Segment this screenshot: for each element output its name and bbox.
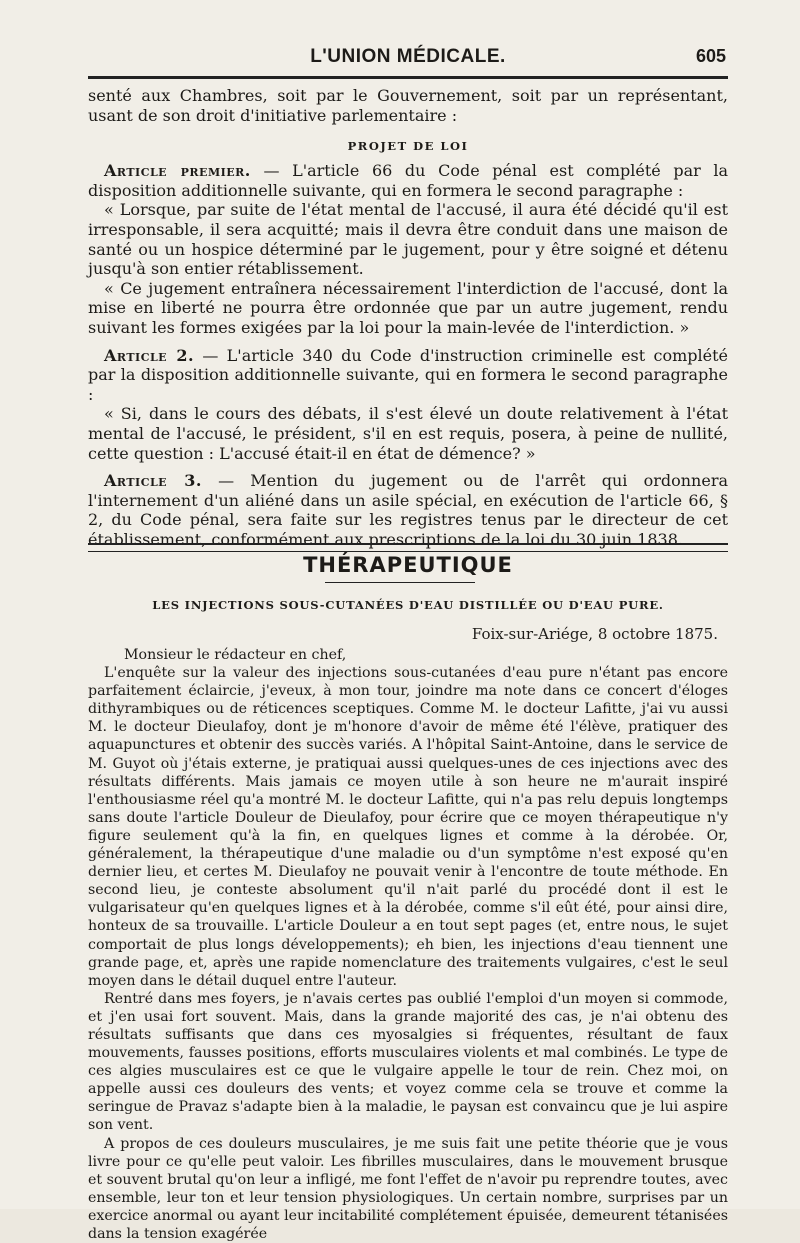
article-2-quote: « Si, dans le cours des débats, il s'est élevé un doute relativement à l'état mental de l'accusé, le président, s'il en est requis, posera, à peine de nullité, cette question : L'accusé était-il en état de démence? » bbox=[88, 404, 728, 463]
article-3-label: Article 3. bbox=[104, 471, 202, 491]
article-1-paragraph bbox=[88, 161, 728, 200]
article-1-quote-2: « Ce jugement entraînera nécessairement l'interdiction de l'accusé, dont la mise en liberté ne pourra être ordonnée que par un autre jugement, rendu suivant les formes exigées par la loi pour la main-levée de l'interdiction. » bbox=[88, 278, 728, 337]
article-1-text: — L'article 66 du Code pénal est complété par la disposition additionnelle suivante, qui en formera le second paragraphe : bbox=[88, 161, 729, 200]
article-3-text: — Mention du jugement ou de l'arrêt qui ordonnera l'internement d'un aliéné dans un asile spécial, en exécution de l'article 66, § 2, du Code pénal, sera faite sur les registres tenus par le directeur de cet établissement, conformément aux prescriptions de la loi du 30 juin 1838. bbox=[88, 471, 729, 549]
intro-paragraph: senté aux Chambres, soit par le Gouvernement, soit par un représentant, usant de son droit d'initiative parlementaire : bbox=[88, 86, 728, 125]
page-number: 605 bbox=[695, 46, 726, 66]
article-title: LES INJECTIONS SOUS-CUTANÉES D'EAU DISTILLÉE OU D'EAU PURE. bbox=[152, 598, 664, 612]
article-2-paragraph bbox=[88, 346, 728, 405]
article-3-paragraph bbox=[88, 471, 728, 549]
letter-paragraph-2: Rentré dans mes foyers, je n'avais certes pas oublié l'emploi d'un moyen si commode, et j'en usai fort souvent. Mais, dans la grande majorité des cas, je n'ai obtenu des résultats suffisants que dans ces myosalgies si fréquentes, résultant de faux mouvements, fausses positions, efforts musculaires violents et mal combinés. Le type de ces algies musculaires est ce que le vulgaire appelle le tour de rein. Chez moi, on appelle aussi ces douleurs des vents; et voyez comme cela se trouve et comme la seringue de Pravaz s'adapte bien à la maladie, le paysan est convaincu que je lui aspire son vent. bbox=[88, 990, 728, 1134]
running-title: L'UNION MÉDICALE. bbox=[310, 46, 506, 67]
section-title-rule bbox=[325, 582, 475, 583]
section-title: THÉRAPEUTIQUE bbox=[303, 553, 513, 577]
letter-paragraph-1: L'enquête sur la valeur des injections sous-cutanées d'eau pure n'étant pas encore parfaitement éclaircie, j'eveux, à mon tour, joindre ma note dans ce concert d'éloges dithyrambiques ou de réticences sceptiques. Comme M. le docteur Lafitte, j'ai vu aussi M. le docteur Dieulafoy, dont je m'honore d'avoir de même été l'élève, pratiquer des aquapunctures et obtenir des succès variés. A l'hôpital Saint-Antoine, dans le service de M. Guyot où j'étais externe, je pratiquai aussi quelques-unes de ces injections avec des résultats différents. Mais jamais ce moyen utile à son heure ne m'aurait inspiré l'enthousiasme réel qu'a montré M. le docteur Lafitte, qui n'a pas relu depuis longtemps sans doute l'article Douleur de Dieulafoy, pour écrire que ce moyen thérapeutique n'y figure seulement qu'à la fin, en quelques lignes et comme à la dérobée. Or, généralement, la thérapeutique d'une maladie ou d'un symptôme n'est exposé qu'en dernier lieu, et certes M. Dieulafoy ne pouvait venir à l'encontre de toute méthode. En second lieu, je conteste absolument qu'il n'ait parlé du procédé dont il est le vulgarisateur qu'en quelques lignes et à la dérobée, comme s'il eût été, pour ainsi dire, honteux de sa trouvaille. L'article Douleur a en tout sept pages (et, entre nous, le sujet comportait de plus longs développements); eh bien, les injections d'eau tiennent une grande page, et, après une rapide nomenclature des traitements vulgaires, c'est le seul moyen dans le détail duquel entre l'auteur. bbox=[88, 665, 728, 989]
letter-paragraph-3: A propos de ces douleurs musculaires, je me suis fait une petite théorie que je vous livre pour ce qu'elle peut valoir. Les fibrilles musculaires, dans le mouvement brusque et souvent brutal qu'on leur a infligé, me font l'effet de n'avoir pu reprendre toutes, avec ensemble, leur ton et leur tension physiologiques. Un certain nombre, surprises par un exercice anormal ou ayant leur incitabilité complétement épuisée, demeurent tétanisées dans la tension exagérée bbox=[88, 1135, 728, 1242]
law-text bbox=[88, 86, 728, 549]
dateline: Foix-sur-Ariége, 8 octobre 1875. bbox=[471, 625, 718, 643]
salutation: Monsieur le rédacteur en chef, bbox=[124, 647, 347, 663]
article-2-label: Article 2. bbox=[104, 345, 195, 365]
article-2-text: — L'article 340 du Code d'instruction criminelle est complété par la disposition additionnelle suivante, qui en formera le second paragraphe : bbox=[88, 345, 728, 404]
letter-text bbox=[88, 646, 728, 1243]
section-divider bbox=[88, 543, 728, 552]
projet-heading: PROJET DE LOI bbox=[347, 139, 469, 154]
running-head bbox=[88, 44, 728, 72]
article-1-quote-1: « Lorsque, par suite de l'état mental de l'accusé, il aura été décidé qu'il est irresponsable, il sera acquitté; mais il devra être conduit dans une maison de santé ou un hospice déterminé par le jugement, pour y être soigné et détenu jusqu'à son entier rétablissement. bbox=[88, 200, 728, 279]
article-1-label: Article premier. bbox=[104, 161, 251, 181]
header-rule bbox=[88, 76, 728, 79]
